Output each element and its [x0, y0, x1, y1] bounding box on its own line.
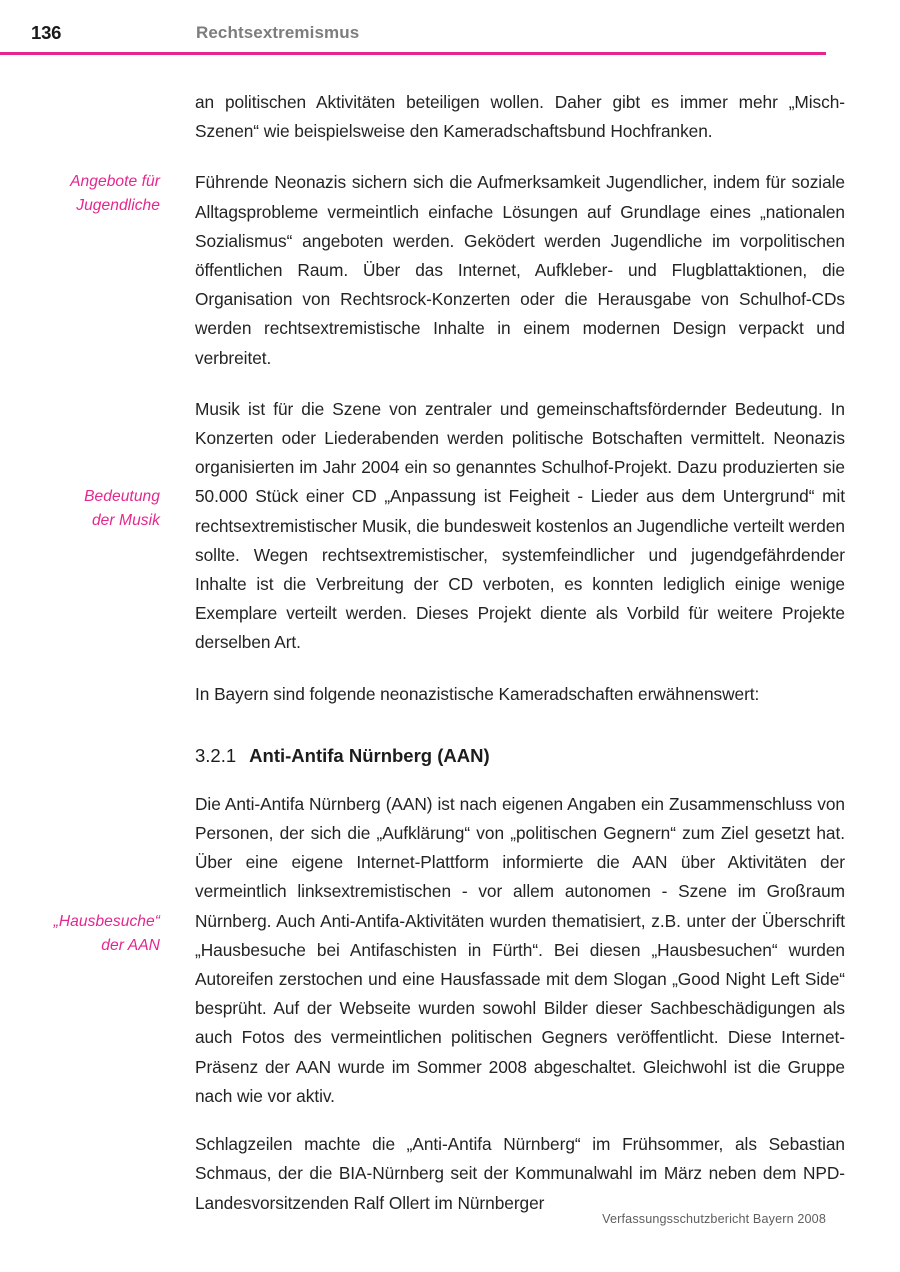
section-heading-number: 3.2.1	[195, 744, 237, 766]
paragraph-spacer	[0, 769, 900, 790]
paragraph-spacer	[0, 146, 900, 168]
text-block-2	[0, 168, 900, 372]
page-body	[0, 88, 900, 1218]
section-heading	[195, 743, 845, 769]
running-head	[0, 22, 826, 54]
text-block-3	[0, 395, 900, 658]
running-head-title: Rechtsextremismus	[196, 23, 360, 42]
margin-note-hausbesuche-der-aan	[0, 910, 160, 957]
margin-note-line: Angebote für	[70, 173, 160, 191]
paragraph-spacer	[0, 658, 900, 680]
section-heading-title: Anti-Antifa Nürnberg (AAN)	[249, 744, 490, 766]
paragraph-spacer	[0, 1111, 900, 1130]
margin-note-line: Jugendliche	[76, 197, 160, 215]
margin-note-line: der AAN	[101, 936, 160, 954]
heading-spacer	[0, 709, 900, 743]
paragraph-spacer	[0, 373, 900, 395]
paragraph-2: Führende Neonazis sichern sich die Aufmerksamkeit Jugendlicher, indem für soziale Alltagsprobleme vermeintlich einfache Lösungen auf Grundlage eines „nationalen Sozialismus“ angeboten werden. Geködert werden Jugendliche im vorpolitischen öffentlichen Raum. Über das Internet, Aufkleber- und Flugblattaktionen, die Organisation von Rechtsrock-Konzerten oder die Herausgabe von Schulhof-CDs werden rechtsextremistische Inhalte in einem modernen Design verpackt und verbreitet.	[195, 172, 845, 368]
paragraph-5: Die Anti-Antifa Nürnberg (AAN) ist nach eigenen Angaben ein Zusammenschluss von Personen, der sich die „Aufklärung“ von „politischen Gegnern“ zum Ziel gesetzt hat. Über eine eigene Internet-Plattform informierte die AAN über Aktivitäten der vermeintlich linksextremistischen - vor allem autonomen - Szene im Großraum Nürnberg. Auch Anti-Antifa-Aktivitäten wurden thematisiert, z.B. unter der Überschrift „Hausbesuche bei Antifaschisten in Fürth“. Bei diesen „Hausbesuchen“ wurden Autoreifen zerstochen und eine Hausfassade mit dem Slogan „Good Night Left Side“ besprüht. Auf der Webseite wurden sowohl Bilder dieser Sachbeschädigungen als auch Fotos des vermeintlichen politischen Gegners veröffentlicht. Diese Internet-Präsenz der AAN wurde im Sommer 2008 abgeschaltet. Gleichwohl ist die Gruppe nach wie vor aktiv.	[195, 793, 845, 1106]
margin-note-line: „Hausbesuche“	[53, 912, 160, 930]
paragraph-3: Musik ist für die Szene von zentraler und gemeinschaftsfördernder Bedeutung. In Konzerten oder Liederabenden werden politische Botschaften vermittelt. Neonazis organisierten im Jahr 2004 ein so genanntes Schulhof-Projekt. Dazu produzierten sie 50.000 Stück einer CD „Anpassung ist Feigheit - Lieder aus dem Untergrund“ mit rechtsextremistischer Musik, die bundesweit kostenlos an Jugendliche verteilt werden sollte. Wegen rechtsextremistischer, systemfeindlicher und jugendgefährdender Inhalte ist die Verbreitung der CD verboten, es konnten lediglich einige wenige Exemplare verteilt werden. Dieses Projekt diente als Vorbild für weitere Projekte derselben Art.	[195, 398, 845, 653]
page-number: 136	[31, 22, 62, 43]
margin-note-bedeutung-der-musik	[0, 485, 160, 532]
margin-note-line: der Musik	[91, 511, 160, 529]
paragraph-4: In Bayern sind folgende neonazistische Kameradschaften erwähnenswert:	[195, 683, 760, 704]
text-block-4	[0, 680, 900, 709]
text-block-1	[0, 88, 900, 146]
footer-text: Verfassungsschutzbericht Bayern 2008	[602, 1212, 826, 1226]
paragraph-6: Schlagzeilen machte die „Anti-Antifa Nürnberg“ im Frühsommer, als Sebastian Schmaus, der die BIA-Nürnberg seit der Kommunalwahl im März neben dem NPD-Landesvorsitzenden Ralf Ollert im Nürnberger	[195, 1134, 845, 1213]
paragraph-1: an politischen Aktivitäten beteiligen wollen. Daher gibt es immer mehr „Misch-Szenen“ wie beispielsweise den Kameradschaftsbund Hochfranken.	[195, 92, 845, 142]
page-footer	[0, 1212, 826, 1226]
header-rule-divider	[0, 52, 826, 55]
margin-note-line: Bedeutung	[84, 487, 160, 505]
text-block-6	[0, 1130, 900, 1218]
margin-note-angebote-fuer-jugendliche	[0, 170, 160, 217]
section-heading-block	[0, 743, 900, 769]
text-block-5	[0, 790, 900, 1111]
